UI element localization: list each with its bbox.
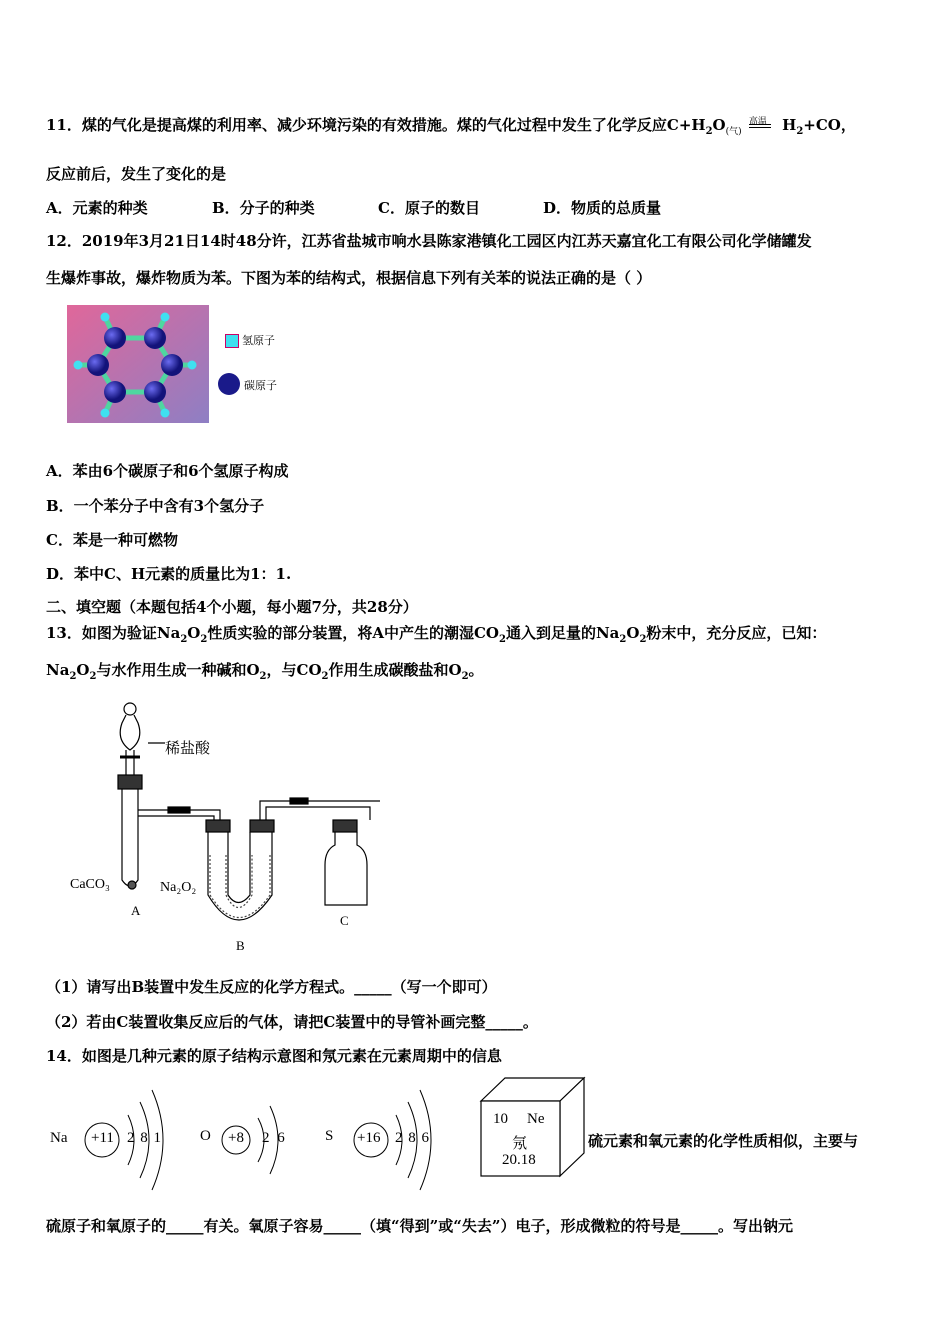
q14-side-text: 硫元素和氧元素的化学性质相似，主要与 — [588, 1132, 859, 1150]
atom-s-symbol: S — [325, 1128, 334, 1144]
carbon-legend-swatch — [218, 373, 240, 395]
q13-line1: 13．如图为验证$Na_2O_2$性质实验的部分装置，将A中产生的潮湿$CO_2$通入到足量的$Na_2O_2$粉末中，充分反应，已知： — [46, 624, 827, 645]
q12-line2: 生爆炸事故，爆炸物质为苯。下图为苯的结构式，根据信息下列有关苯的说法正确的是（ ） — [46, 269, 652, 287]
atom-s-nucleus: +16 — [357, 1130, 381, 1146]
q12-option-a: A．苯由6个碳原子和6个氢原子构成 — [46, 462, 289, 480]
hydrogen-legend-label: 氢原子 — [242, 335, 275, 347]
ne-atomic-number: 10 — [493, 1111, 508, 1127]
q11-option-b: B．分子的种类 — [212, 199, 315, 217]
atom-o-nucleus: +8 — [228, 1130, 244, 1146]
hydrogen-legend-swatch — [225, 334, 239, 348]
q13-part1: （1）请写出B装置中发生反应的化学方程式。_____（写一个即可） — [46, 978, 497, 996]
benzene-model-image — [67, 305, 209, 423]
q12-option-c: C．苯是一种可燃物 — [46, 531, 178, 549]
label-na2o2: Na₂O₂ — [160, 880, 197, 895]
atom-na-nucleus: +11 — [91, 1130, 114, 1146]
q12-option-d: D．苯中C、H元素的质量比为1：1. — [46, 565, 292, 583]
q11-option-c: C．原子的数目 — [378, 199, 480, 217]
carbon-legend-label: 碳原子 — [244, 380, 277, 392]
ne-mass: 20.18 — [502, 1152, 536, 1168]
q11-line1: 11．煤的气化是提高煤的利用率、减少环境污染的有效措施。煤的气化过程中发生了化学反应$C+H_2O_{(气)}$ 高温 $H_2+CO$， — [46, 116, 856, 137]
label-dilute-hcl: 稀盐酸 — [165, 741, 211, 757]
q11-line2: 反应前后，发生了变化的是 — [46, 165, 227, 183]
q14-line3: 硫原子和氧原子的_____有关。氧原子容易_____（填“得到”或“失去”）电子，形成微粒的符号是_____。写出钠元 — [46, 1217, 794, 1235]
atom-na-shells: 2 8 1 — [127, 1130, 161, 1146]
q14-line1: 14．如图是几种元素的原子结构示意图和氖元素在元素周期中的信息 — [46, 1047, 502, 1065]
q12-line1: 12．2019年3月21日14时48分许，江苏省盐城市响水县陈家港镇化工园区内江苏天嘉宜化工有限公司化学储罐发 — [46, 232, 812, 250]
q13-part2: （2）若由C装置收集反应后的气体，请把C装置中的导管补画完整_____。 — [46, 1013, 538, 1031]
q11-option-a: A．元素的种类 — [46, 199, 148, 217]
label-c: C — [340, 913, 349, 928]
atom-o-shells: 2 6 — [262, 1130, 285, 1146]
label-a: A — [131, 903, 141, 918]
q11-option-d: D．物质的总质量 — [543, 199, 662, 217]
atom-s-shells: 2 8 6 — [395, 1130, 429, 1146]
q12-option-b: B．一个苯分子中含有3个氢分子 — [46, 497, 265, 515]
label-caco3: CaCO₃ — [70, 877, 110, 892]
q13-line2: $Na_2O_2$与水作用生成一种碱和$O_2$，与$CO_2$作用生成碳酸盐和$O_2$。 — [46, 661, 484, 682]
ne-symbol: Ne — [527, 1111, 545, 1127]
ne-name: 氖 — [512, 1136, 528, 1152]
label-b: B — [236, 938, 245, 953]
atom-na-symbol: Na — [50, 1130, 68, 1146]
atom-o-symbol: O — [200, 1128, 211, 1144]
section-heading: 二、填空题（本题包括4个小题，每小题7分，共28分） — [46, 598, 418, 616]
